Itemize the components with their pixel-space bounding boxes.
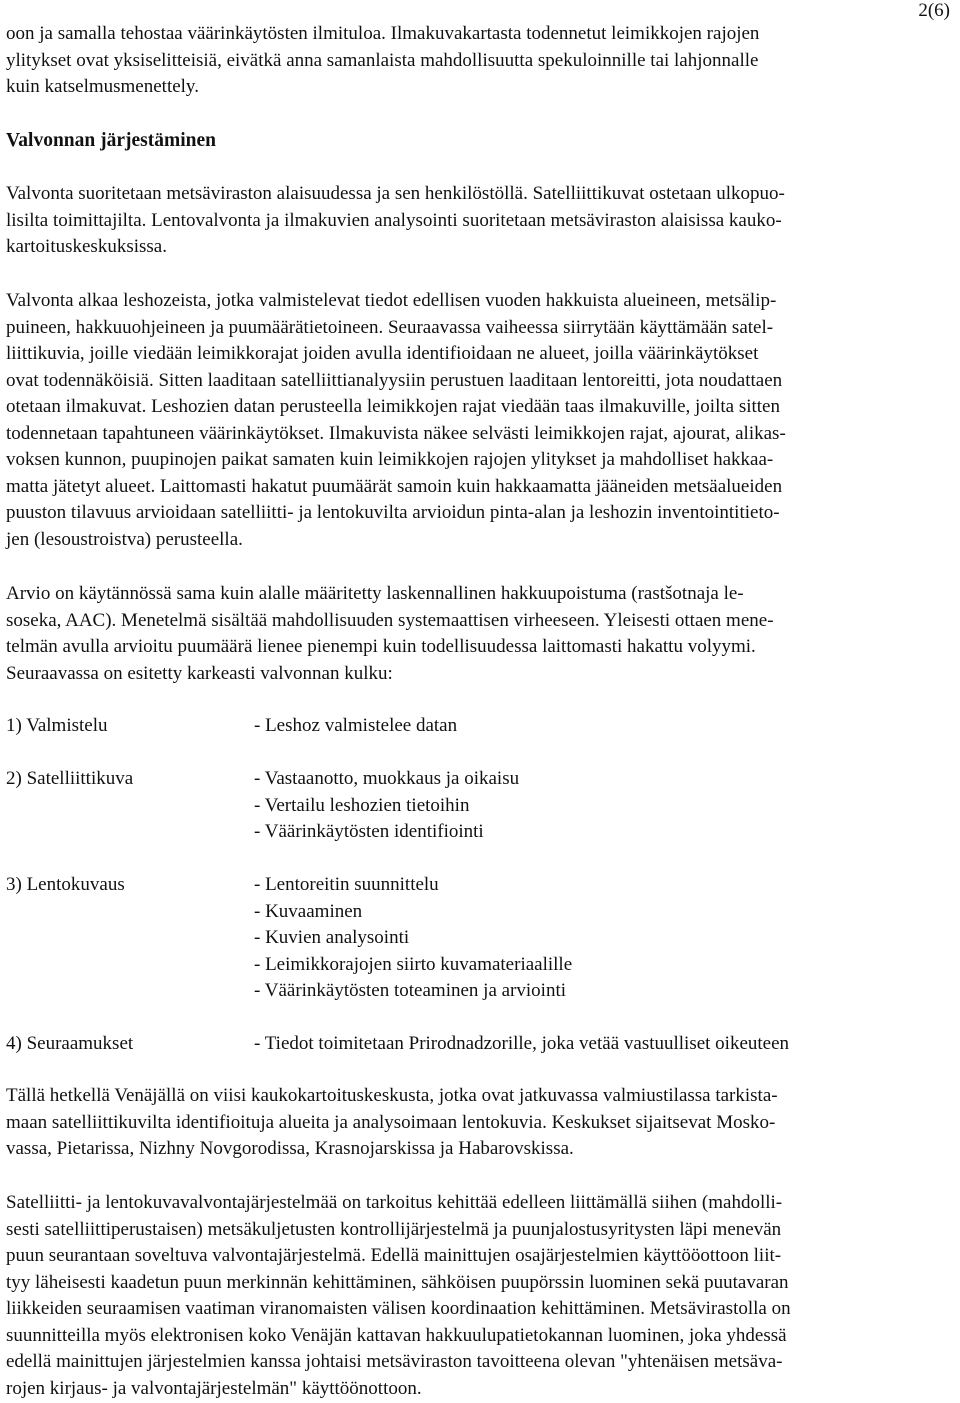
paragraph-estimate (6, 581, 954, 687)
text-line: puineen, hakkuuohjeineen ja puumäärätietoineen. Seuraavassa vaiheessa siirrytään käyttämään satel- (6, 316, 774, 338)
text-line: otetaan ilmakuvat. Leshozien datan perusteella leimikkojen rajat viedään taas ilmakuville, joilta sitten (6, 396, 780, 417)
step-item: - Vertailu leshozien tietoihin (254, 794, 470, 816)
step-label: 2) Satelliittikuva (6, 768, 134, 789)
text-line: soseka, AAC). Menetelmä sisältää mahdollisuuden systemaattisen virheeseen. Yleisesti ottaen mene- (6, 609, 774, 631)
text-line: jen (lesoustroistva) perusteella. (6, 528, 243, 550)
process-steps-list (6, 713, 954, 740)
step-label: 4) Seuraamukset (6, 1033, 134, 1054)
step-2 (6, 766, 954, 846)
step-item: - Tiedot toimitetaan Prirodnadzorille, joka vetää vastuulliset oikeuteen (254, 1033, 790, 1054)
paragraph-process (6, 288, 954, 553)
text-line: vassa, Pietarissa, Nizhny Novgorodissa, Krasnojarskissa ja Habarovskissa. (6, 1138, 574, 1159)
intro-paragraph (6, 21, 954, 101)
text-line: tyy läheisesti kaadetun puun merkinnän kehittäminen, sähköisen puupörssin luominen sekä puutavaran (6, 1271, 789, 1293)
text-line: Valvonta suoritetaan metsäviraston alaisuudessa ja sen henkilöstöllä. Satelliittikuvat ostetaan ulkopuo- (6, 183, 785, 204)
text-line: liittikuvia, joille viedään leimikkorajat joiden avulla identifioidaan ne alueet, joilla väärinkäytökset (6, 343, 759, 364)
text-line: Satelliitti- ja lentokuvavalvontajärjestelmää on tarkoitus kehittää edelleen liittämällä siihen (mahdolli- (6, 1192, 783, 1213)
text-line: Arvio on käytännössä sama kuin alalle määritetty laskennallinen hakkuupoistuma (rastšotnaja le- (6, 583, 744, 604)
text-line: kuin katselmusmenettely. (6, 76, 199, 97)
step-item: - Kuvien analysointi (254, 927, 410, 948)
step-item: - Väärinkäytösten toteaminen ja arviointi (254, 980, 566, 1001)
text-line: ovat todennäköisiä. Sitten laaditaan satelliittianalyysiin perustuen laaditaan lentoreitti, jota noudattaen (6, 369, 783, 391)
step-1 (6, 713, 954, 740)
text-line: sesti satelliittiperustaisen) metsäkuljetusten kontrollijärjestelmä ja puunjalostusyritysten läpi menevän (6, 1218, 782, 1240)
text-line: oon ja samalla tehostaa väärinkäytösten ilmitulоa. Ilmakuvakartasta todennetut leimikkojen rajojen (6, 23, 760, 44)
step-item: - Lentoreitin suunnittelu (254, 874, 439, 895)
step-item: - Leimikkorajojen siirto kuvamateriaalille (254, 953, 573, 975)
text-line: puuston tilavuus arvioidaan satelliitti- ja lentokuvilta arvioidun pinta-alan ja leshozin inventointitieto- (6, 502, 780, 523)
section-heading-block (6, 128, 954, 155)
text-line: kartoituskeskuksissa. (6, 236, 167, 257)
step-item: - Leshoz valmistelee datan (254, 715, 458, 736)
process-steps-list-4 (6, 1031, 954, 1058)
paragraph-organization (6, 181, 954, 261)
step-label: 1) Valmistelu (6, 715, 108, 736)
step-4 (6, 1031, 954, 1058)
section-heading: Valvonnan järjestäminen (6, 130, 217, 151)
text-line: matta jätetyt alueet. Laittomasti hakatut puumäärät samoin kuin hakkaamatta jääneiden metsäalueiden (6, 475, 783, 497)
step-item: - Kuvaaminen (254, 900, 363, 922)
document-page (6, 0, 954, 1403)
text-line: lisilta toimittajilta. Lentovalvonta ja ilmakuvien analysointi suoritetaan metsäviraston alaisissa kauko- (6, 209, 782, 231)
text-line: todennetaan tapahtuneen väärinkäytökset. Ilmakuvista näkee selvästi leimikkojen rajat, ajourat, alikas- (6, 422, 786, 444)
text-line: maan satelliittikuvilta identifioituja alueita ja analysoimaan lentokuvia. Keskukset sijaitsevat Mosko- (6, 1111, 776, 1133)
paragraph-development (6, 1190, 954, 1402)
text-line: rojen kirjaus- ja valvontajärjestelmän" käyttöönottoon. (6, 1377, 422, 1399)
step-3 (6, 872, 954, 1005)
text-line: suunnitteilla myös elektronisen koko Venäjän kattavan hakkuulupatietokannan luominen, joka yhdessä (6, 1324, 787, 1346)
text-line: liikkeiden seuraamisen vaatiman viranomaisten välisen koordinaation kehittäminen. Metsävirastolla on (6, 1298, 791, 1319)
step-item: - Vastaanotto, muokkaus ja oikaisu (254, 768, 520, 789)
text-line: telmän avulla arvioitu puumäärä lienee pienempi kuin todellisuudessa laittomasti hakattu volyymi. (6, 636, 756, 657)
step-label: 3) Lentokuvaus (6, 874, 125, 895)
text-line: Valvonta alkaa leshozeista, jotka valmistelevat tiedot edellisen vuoden hakkuista alueineen, metsälip- (6, 290, 777, 311)
text-line: Seuraavassa on esitetty karkeasti valvonnan kulku: (6, 662, 393, 684)
text-line: Tällä hetkellä Venäjällä on viisi kaukokartoituskeskusta, jotka ovat jatkuvassa valmiustilassa tarkista- (6, 1085, 778, 1106)
paragraph-centers (6, 1083, 954, 1163)
text-line: puun seurantaan soveltuva valvontajärjestelmä. Edellä mainittujen osajärjestelmien käyttööottoon liit- (6, 1245, 782, 1266)
process-steps-list-3 (6, 872, 954, 1005)
text-line: voksen kunnon, puupinojen paikat samaten kuin leimikkojen rajojen ylitykset ja mahdolliset hakkaa- (6, 449, 774, 470)
process-steps-list-2 (6, 766, 954, 846)
step-item: - Väärinkäytösten identifiointi (254, 821, 484, 842)
text-line: edellä mainittujen järjestelmien kanssa johtaisi metsäviraston tavoitteena olevan "yhtenäisen metsäva- (6, 1351, 783, 1372)
page-number: 2(6) (918, 0, 950, 21)
text-line: ylitykset ovat yksiselitteisiä, eivätkä anna samanlaista mahdollisuutta spekuloinnille tai lahjonnalle (6, 49, 759, 71)
